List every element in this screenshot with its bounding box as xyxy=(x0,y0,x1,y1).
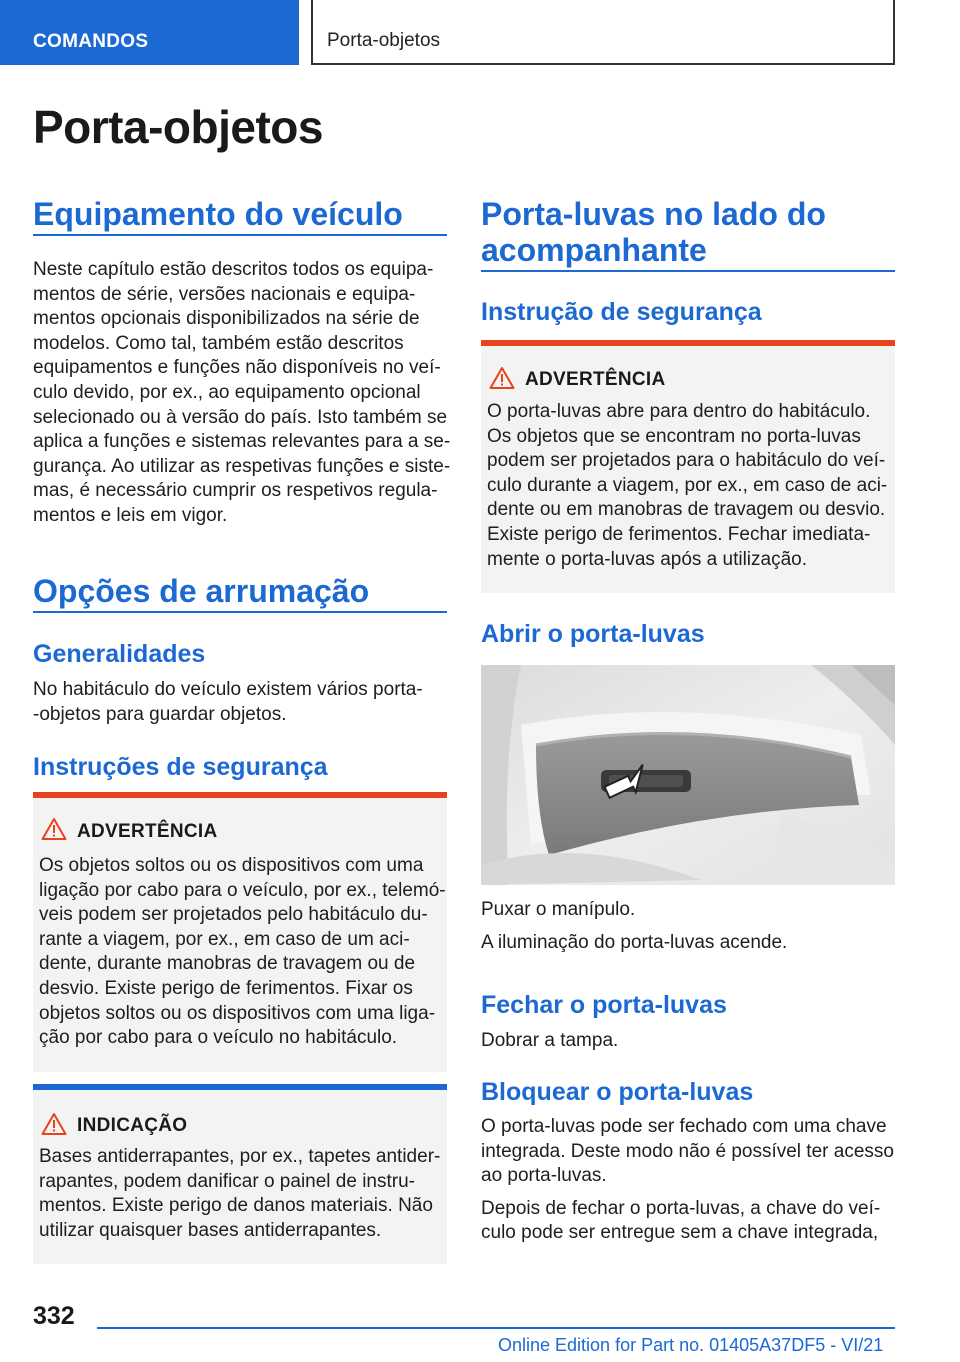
chapter-label: Porta-objetos xyxy=(327,30,441,51)
heading-close-glovebox: Fechar o porta-luvas xyxy=(481,991,727,1019)
warning-triangle-icon xyxy=(41,1112,67,1136)
warning-bar xyxy=(33,792,447,798)
warning-bar xyxy=(481,340,895,346)
warning-triangle-icon xyxy=(41,817,67,841)
open-instructions: Puxar o manípulo. A iluminação do porta-luvas acende. xyxy=(481,899,788,953)
notice-box xyxy=(33,1084,447,1264)
heading-storage: Opções de arrumação xyxy=(33,573,370,609)
heading-equipment: Equipamento do veículo xyxy=(33,196,403,232)
warning-title: ADVERTÊNCIA xyxy=(525,369,666,390)
warning-box xyxy=(33,792,447,1072)
equipment-paragraph: Neste capítulo estão descritos todos os equipa‐ mentos de série, versões nacionais e equipa‐ mentos opcionais disponibilizados na série de modelos. Como tal, também estão descritos equipamentos e funções não disponíveis no veí‐ culo devido, por ex., ao equipamento opcional selecionado ou à versão do país. Isto também se aplica a funções e sistemas relevantes para a se‐ gurança. Ao utilizar as respetivas funções e siste‐ mas, é necessário cumprir os respetivos regula‐ mentos e leis em vigor. xyxy=(33,259,451,526)
notice-bar xyxy=(33,1084,447,1090)
close-instructions: Dobrar a tampa. xyxy=(481,1030,619,1051)
heading-safety-instruction: Instrução de segurança xyxy=(481,298,762,326)
warning-box xyxy=(481,340,895,593)
heading-glovebox: Porta-luvas no lado do acompanhante xyxy=(481,196,826,268)
warning-text: O porta-luvas abre para dentro do habitáculo. Os objetos que se encontram no porta-luvas podem ser projetados para o habitáculo do veí‐ culo durante a viagem, por ex., em caso de aci‐ dente ou em manobras de travagem ou desvio. Existe perigo de ferimentos. Fechar imediata‐ mente o porta-luvas após a utilização. xyxy=(487,401,888,570)
chapter-header xyxy=(311,0,895,65)
warning-triangle-icon xyxy=(489,366,515,390)
notice-title: INDICAÇÃO xyxy=(77,1115,188,1136)
page-number: 332 xyxy=(33,1302,75,1330)
heading-rule xyxy=(33,611,447,613)
page-title: Porta-objetos xyxy=(33,101,323,153)
heading-rule xyxy=(33,234,447,236)
notice-text: Bases antiderrapantes, por ex., tapetes antider‐ rapantes, podem danificar o painel de instru‐ mentos. Existe perigo de danos materiais. Não utilizar quaisquer bases antiderrapantes. xyxy=(39,1146,441,1241)
glovebox-photo xyxy=(481,665,895,885)
section-tab xyxy=(0,0,299,65)
heading-safety-instructions: Instruções de segurança xyxy=(33,753,328,781)
warning-text: Os objetos soltos ou os dispositivos com uma ligação por cabo para o veículo, por ex., telemó‐ veis podem ser projetados pelo habitáculo du‐ rante a viagem, por ex., em caso de um aci‐ dente, durante manobras de travagem ou de desvio. Existe perigo de ferimentos. Fixar os objetos soltos ou os dispositivos com uma liga‐ ção por cabo para o veículo no habitáculo. xyxy=(39,855,446,1049)
lock-instructions: O porta-luvas pode ser fechado com uma chave integrada. Deste modo não é possível ter acesso ao porta-luvas. Depois de fechar o porta-luvas, a chave do veí‐ culo pode ser entregue sem a chave integrada, xyxy=(481,1116,894,1244)
heading-general: Generalidades xyxy=(33,640,206,668)
general-paragraph: No habitáculo do veículo existem vários porta‐ ‐objetos para guardar objetos. xyxy=(33,679,423,725)
section-label: COMANDOS xyxy=(33,31,149,52)
footer-rule xyxy=(97,1327,895,1329)
footer-edition: Online Edition for Part no. 01405A37DF5 - VI/21 xyxy=(498,1335,884,1355)
heading-open-glovebox: Abrir o porta-luvas xyxy=(481,620,705,648)
warning-title: ADVERTÊNCIA xyxy=(77,821,218,842)
heading-lock-glovebox: Bloquear o porta-luvas xyxy=(481,1078,754,1106)
heading-rule xyxy=(481,270,895,272)
